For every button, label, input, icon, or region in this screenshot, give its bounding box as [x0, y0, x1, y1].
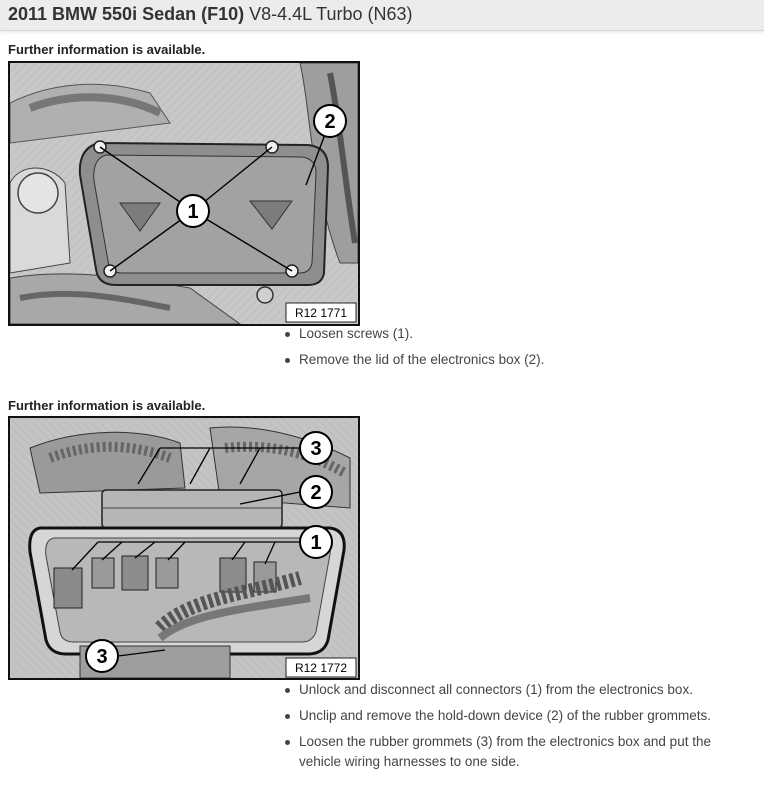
svg-text:3: 3 — [96, 646, 108, 668]
list-item: Unclip and remove the hold-down device (2) of the rubber grommets. — [282, 706, 752, 726]
callout-3-bottom — [86, 640, 118, 672]
list-item: Loosen screws (1). — [282, 324, 544, 344]
svg-text:2: 2 — [324, 111, 336, 133]
callout-3-top — [300, 432, 332, 464]
figure-r12-1772 — [8, 416, 360, 680]
engine-bay-illustration-1 — [10, 63, 358, 324]
figure-code: R12 1772 — [294, 661, 348, 675]
further-info-link[interactable]: Further information is available. — [8, 42, 206, 57]
page-header — [0, 0, 764, 31]
vehicle-model: 2011 BMW 550i Sedan (F10) — [8, 4, 245, 24]
callout-1 — [300, 526, 332, 558]
page-title — [8, 3, 413, 25]
list-item: Remove the lid of the electronics box (2). — [282, 350, 544, 370]
engine-spec: V8-4.4L Turbo (N63) — [249, 4, 413, 24]
instruction-list-2 — [282, 680, 752, 778]
list-item: Loosen the rubber grommets (3) from the electronics box and put the vehicle wiring harnesses to one side. — [282, 732, 752, 772]
svg-text:3: 3 — [310, 438, 322, 460]
list-item: Unlock and disconnect all connectors (1) from the electronics box. — [282, 680, 752, 700]
callout-2 — [314, 105, 346, 137]
callout-1 — [177, 195, 209, 227]
further-info-link[interactable]: Further information is available. — [8, 398, 206, 413]
instruction-list-1 — [282, 324, 544, 376]
figure-r12-1771 — [8, 61, 360, 326]
svg-text:2: 2 — [310, 482, 322, 504]
engine-bay-illustration-2 — [10, 418, 358, 678]
svg-text:1: 1 — [310, 532, 322, 554]
callout-2 — [300, 476, 332, 508]
svg-text:1: 1 — [187, 201, 199, 223]
figure-code: R12 1771 — [294, 306, 348, 320]
